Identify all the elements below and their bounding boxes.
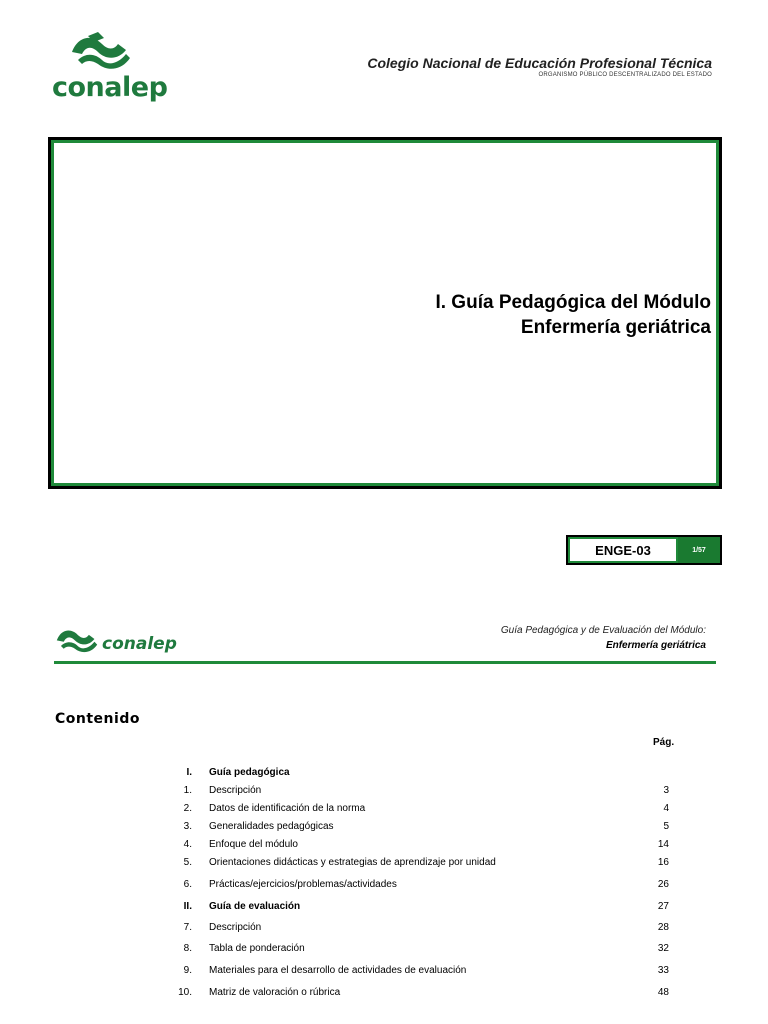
guide-header-line2: Enfermería geriátrica bbox=[605, 640, 706, 651]
toc-page: 14 bbox=[657, 839, 669, 850]
institution-name: Colegio Nacional de Educación Profesional Técnica bbox=[367, 55, 712, 71]
institution-subtitle: ORGANISMO PÚBLICO DESCENTRALIZADO DEL ESTADO bbox=[538, 72, 712, 78]
logo-wordmark-small: conalep bbox=[102, 634, 177, 654]
toc-row bbox=[150, 965, 690, 983]
toc-row bbox=[150, 767, 690, 785]
page-number: 1/57 bbox=[678, 537, 720, 563]
toc-label: Materiales para el desarrollo de actividades de evaluación bbox=[209, 965, 467, 976]
header-divider bbox=[54, 661, 716, 664]
toc-number: 8. bbox=[183, 943, 192, 954]
toc-label: Generalidades pedagógicas bbox=[209, 821, 334, 832]
toc-number: 7. bbox=[183, 922, 192, 933]
toc-page: 4 bbox=[663, 803, 669, 814]
conalep-logo-small bbox=[54, 624, 177, 658]
toc-label: Orientaciones didácticas y estrategias de aprendizaje por unidad bbox=[209, 857, 496, 868]
toc-page: 33 bbox=[657, 965, 669, 976]
toc-label: Datos de identificación de la norma bbox=[209, 803, 366, 814]
cover-title-line2: Enfermería geriátrica bbox=[520, 317, 711, 338]
toc-page: 48 bbox=[657, 987, 669, 998]
toc-page: 3 bbox=[663, 785, 669, 796]
toc-row bbox=[150, 821, 690, 839]
toc-number: 6. bbox=[183, 879, 192, 890]
toc-row bbox=[150, 785, 690, 803]
logo-wordmark: conalep bbox=[52, 72, 168, 103]
toc-number: 3. bbox=[183, 821, 192, 832]
guide-header-line1: Guía Pedagógica y de Evaluación del Módulo: bbox=[500, 625, 706, 636]
toc-page: 27 bbox=[657, 901, 669, 912]
module-code-box bbox=[566, 535, 722, 565]
toc-number: I. bbox=[186, 767, 192, 778]
conalep-logo bbox=[52, 30, 168, 103]
contents-title: Contenido bbox=[55, 711, 140, 727]
toc-label: Prácticas/ejercicios/problemas/actividades bbox=[209, 879, 397, 890]
toc-page: 26 bbox=[657, 879, 669, 890]
toc-number: II. bbox=[183, 901, 192, 912]
toc-number: 5. bbox=[183, 857, 192, 868]
toc-label: Matriz de valoración o rúbrica bbox=[209, 987, 341, 998]
module-code: ENGE-03 bbox=[568, 537, 678, 563]
toc-row bbox=[150, 943, 690, 961]
toc-row bbox=[150, 879, 690, 897]
page-column-header: Pág. bbox=[653, 737, 675, 748]
toc-page: 32 bbox=[657, 943, 669, 954]
toc-row bbox=[150, 803, 690, 821]
toc-label: Guía de evaluación bbox=[209, 901, 301, 912]
toc-label: Descripción bbox=[209, 785, 262, 796]
toc-row bbox=[150, 987, 690, 1005]
conalep-logo-mark-icon bbox=[54, 624, 100, 654]
toc-row bbox=[150, 901, 690, 919]
conalep-logo-mark-icon bbox=[68, 30, 134, 70]
toc-row bbox=[150, 857, 690, 875]
toc-row bbox=[150, 922, 690, 940]
toc-page: 16 bbox=[657, 857, 669, 868]
toc-number: 1. bbox=[183, 785, 192, 796]
cover-title bbox=[435, 290, 711, 340]
toc-number: 10. bbox=[178, 987, 192, 998]
cover-title-box bbox=[48, 137, 722, 489]
toc-number: 2. bbox=[183, 803, 192, 814]
toc-page: 5 bbox=[663, 821, 669, 832]
toc-row bbox=[150, 839, 690, 857]
toc-label: Tabla de ponderación bbox=[209, 943, 305, 954]
toc-label: Descripción bbox=[209, 922, 262, 933]
cover-title-line1: I. Guía Pedagógica del Módulo bbox=[435, 292, 711, 313]
toc-label: Enfoque del módulo bbox=[209, 839, 298, 850]
toc-label: Guía pedagógica bbox=[209, 767, 290, 778]
toc-number: 9. bbox=[183, 965, 192, 976]
toc-page: 28 bbox=[657, 922, 669, 933]
toc-number: 4. bbox=[183, 839, 192, 850]
